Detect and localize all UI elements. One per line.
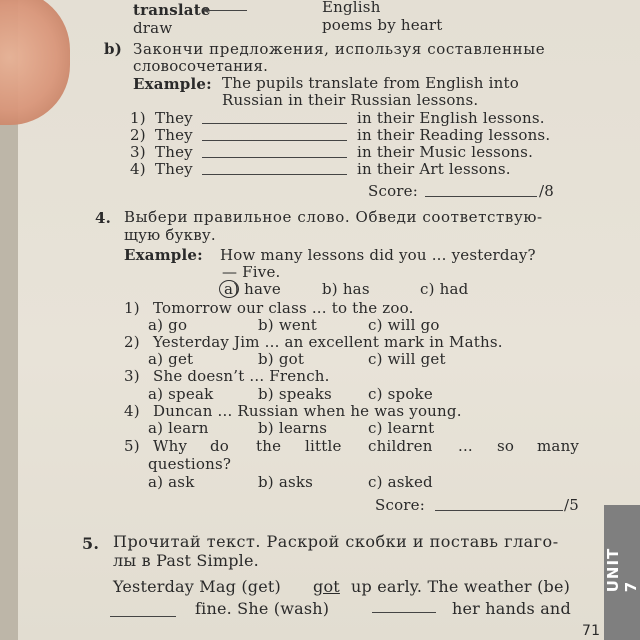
filled-answer: got bbox=[313, 577, 340, 596]
question-number: 2) bbox=[124, 333, 140, 351]
page-number: 71 bbox=[582, 623, 601, 639]
exercise-4-example-question: How many lessons did you ... yesterday? bbox=[220, 246, 536, 264]
exercise-b-instruction-2: словосочетания. bbox=[133, 57, 269, 75]
item-start: They bbox=[155, 160, 193, 178]
item-end: in their Art lessons. bbox=[357, 160, 511, 178]
question-text: She doesn’t ... French. bbox=[153, 367, 330, 385]
option-c[interactable]: c) will get bbox=[368, 350, 446, 368]
text-line-1-start: Yesterday Mag (get) bbox=[113, 577, 281, 596]
question-word: little bbox=[305, 437, 342, 455]
question-word: do bbox=[210, 437, 230, 455]
question-number: 3) bbox=[124, 367, 140, 385]
example-option-c: c) had bbox=[420, 280, 469, 298]
option-a[interactable]: a) go bbox=[148, 316, 188, 334]
exercise-b-example-label: Example: bbox=[133, 75, 212, 93]
exercise-b-example-1: The pupils translate from English into bbox=[222, 74, 519, 92]
question-text-line-2: questions? bbox=[148, 455, 232, 473]
word-translate: translate bbox=[133, 1, 211, 19]
exercise-4-instruction-1: Выбери правильное слово. Обведи соответствую- bbox=[124, 208, 543, 226]
answer-blank[interactable] bbox=[202, 157, 347, 158]
option-c[interactable]: c) spoke bbox=[368, 385, 433, 403]
score-label: Score: bbox=[368, 182, 419, 200]
exercise-5-instruction-2: лы в Past Simple. bbox=[113, 551, 259, 570]
item-number: 2) bbox=[130, 126, 146, 144]
question-number: 5) bbox=[124, 437, 140, 455]
item-start: They bbox=[155, 109, 193, 127]
item-number: 1) bbox=[130, 109, 146, 127]
item-start: They bbox=[155, 126, 193, 144]
exercise-4-number: 4. bbox=[95, 209, 112, 227]
question-word: children bbox=[368, 437, 433, 455]
exercise-4-example-answer: — Five. bbox=[222, 263, 281, 281]
item-start: They bbox=[155, 143, 193, 161]
exercise-b-instruction-1: Закончи предложения, используя составленные bbox=[133, 40, 546, 58]
answer-blank[interactable] bbox=[372, 612, 436, 613]
option-b[interactable]: b) learns bbox=[258, 419, 328, 437]
option-c[interactable]: c) asked bbox=[368, 473, 433, 491]
question-text: Tomorrow our class ... to the zoo. bbox=[153, 299, 414, 317]
text-line-1-end: up early. The weather (be) bbox=[351, 577, 571, 596]
answer-blank[interactable] bbox=[202, 140, 347, 141]
question-word: so bbox=[497, 437, 515, 455]
question-word: Why bbox=[153, 437, 188, 455]
option-b[interactable]: b) got bbox=[258, 350, 305, 368]
question-word: many bbox=[537, 437, 580, 455]
option-a[interactable]: a) ask bbox=[148, 473, 195, 491]
answer-blank[interactable] bbox=[110, 616, 176, 617]
question-word: the bbox=[256, 437, 282, 455]
exercise-b-example-2: Russian in their Russian lessons. bbox=[222, 91, 479, 109]
question-number: 1) bbox=[124, 299, 140, 317]
item-number: 4) bbox=[130, 160, 146, 178]
item-end: in their Music lessons. bbox=[357, 143, 534, 161]
option-b[interactable]: b) asks bbox=[258, 473, 314, 491]
exercise-4-instruction-2: щую букву. bbox=[124, 226, 216, 244]
score-blank[interactable] bbox=[425, 196, 537, 197]
item-end: in their English lessons. bbox=[357, 109, 545, 127]
word-draw: draw bbox=[133, 19, 173, 37]
question-number: 4) bbox=[124, 402, 140, 420]
unit-tab-label: UNIT 7 bbox=[604, 547, 640, 593]
option-c[interactable]: c) learnt bbox=[368, 419, 435, 437]
score-total: /8 bbox=[539, 182, 554, 200]
exercise-b-letter: b) bbox=[104, 40, 122, 58]
item-end: in their Reading lessons. bbox=[357, 126, 551, 144]
example-option-a: a) have bbox=[224, 280, 281, 298]
question-word: ... bbox=[458, 437, 473, 455]
question-text: Yesterday Jim ... an excellent mark in Maths. bbox=[153, 333, 503, 351]
option-c[interactable]: c) will go bbox=[368, 316, 440, 334]
option-b[interactable]: b) went bbox=[258, 316, 318, 334]
answer-blank[interactable] bbox=[202, 123, 347, 124]
option-b[interactable]: b) speaks bbox=[258, 385, 332, 403]
word-poems: poems by heart bbox=[322, 16, 443, 34]
item-number: 3) bbox=[130, 143, 146, 161]
example-option-b: b) has bbox=[322, 280, 370, 298]
text-line-2-end: her hands and bbox=[452, 599, 571, 618]
score-label: Score: bbox=[375, 496, 426, 514]
arrow-icon bbox=[205, 10, 247, 11]
option-a[interactable]: a) speak bbox=[148, 385, 214, 403]
question-text: Duncan ... Russian when he was young. bbox=[153, 402, 462, 420]
option-a[interactable]: a) learn bbox=[148, 419, 209, 437]
word-english: English bbox=[322, 0, 381, 16]
score-blank[interactable] bbox=[435, 510, 563, 511]
exercise-5-number: 5. bbox=[82, 534, 100, 553]
exercise-5-instruction-1: Прочитай текст. Раскрой скобки и поставь глаго- bbox=[113, 532, 559, 551]
exercise-4-example-label: Example: bbox=[124, 246, 203, 264]
text-line-2-start: fine. She (wash) bbox=[195, 599, 330, 618]
option-a[interactable]: a) get bbox=[148, 350, 194, 368]
score-total: /5 bbox=[564, 496, 579, 514]
answer-blank[interactable] bbox=[202, 174, 347, 175]
